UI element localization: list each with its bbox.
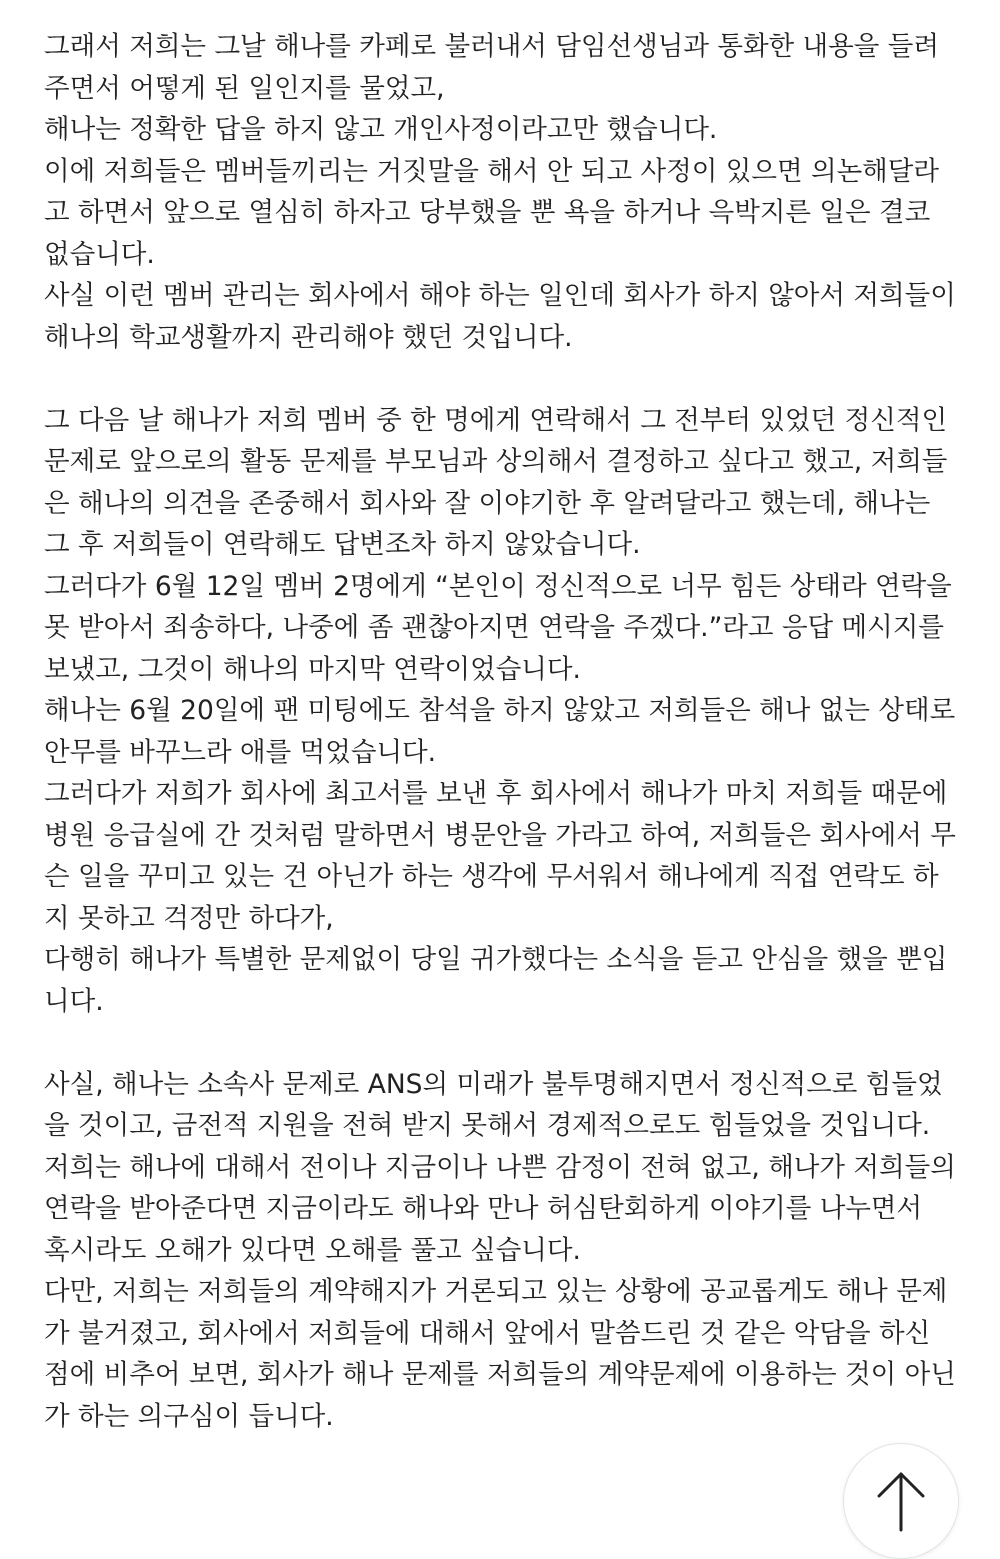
text-line: 안무를 바꾸느라 애를 먹었습니다.: [44, 736, 437, 768]
text-line: 이에 저희들은 멤버들끼리는 거짓말을 해서 안 되고 사정이 있으면 의논해달라: [44, 155, 939, 187]
arrow-up-icon: [871, 1468, 931, 1534]
text-line: 을 것이고, 금전적 지원을 전혀 받지 못해서 경제적으로도 힘들었을 것입니다.: [44, 1110, 931, 1141]
text-line: 지 못하고 걱정만 하다가,: [44, 902, 334, 934]
text-line: 사실 이런 멤버 관리는 회사에서 해야 하는 일인데 회사가 하지 않아서 저희들이: [44, 280, 956, 311]
text-line: 병원 응급실에 간 것처럼 말하면서 병문안을 가라고 하여, 저희들은 회사에서 무: [44, 819, 956, 851]
text-line: 니다.: [44, 985, 104, 1017]
paragraph-3: [44, 1064, 974, 1438]
text-line: 슨 일을 꾸미고 있는 건 아닌가 하는 생각에 무서워서 해나에게 직접 연락도 하: [44, 861, 939, 892]
text-line: 보냈고, 그것이 해나의 마지막 연락이었습니다.: [44, 653, 581, 685]
text-line: 가 하는 의구심이 듭니다.: [44, 1400, 334, 1432]
scroll-to-top-button[interactable]: [843, 1443, 959, 1559]
article-body: [44, 26, 974, 1437]
text-line: 그 후 저희들이 연락해도 답변조차 하지 않았습니다.: [44, 529, 641, 560]
text-line: 저희는 해나에 대해서 전이나 지금이나 나쁜 감정이 전혀 없고, 해나가 저희들의: [44, 1151, 956, 1183]
text-line: 그 다음 날 해나가 저희 멤버 중 한 명에게 연락해서 그 전부터 있었던 정신적인: [44, 404, 948, 436]
text-line: 은 해나의 의견을 존중해서 회사와 잘 이야기한 후 알려달라고 했는데, 해나는: [44, 487, 931, 519]
text-line: 연락을 받아준다면 지금이라도 해나와 만나 허심탄회하게 이야기를 나누면서: [44, 1193, 923, 1224]
text-line: 혹시라도 오해가 있다면 오해를 풀고 싶습니다.: [44, 1234, 581, 1266]
text-line: 못 받아서 죄송하다, 나중에 좀 괜찮아지면 연락을 주겠다.”라고 응답 메시지를: [44, 612, 944, 643]
text-line: 해나의 학교생활까지 관리해야 했던 것입니다.: [44, 321, 573, 353]
text-line: 주면서 어떻게 된 일인지를 물었고,: [44, 72, 445, 104]
text-line: 그러다가 저희가 회사에 최고서를 보낸 후 회사에서 해나가 마치 저희들 때문에: [44, 778, 948, 809]
text-line: 다만, 저희는 저희들의 계약해지가 거론되고 있는 상황에 공교롭게도 해나 문제: [44, 1276, 948, 1307]
text-line: 사실, 해나는 소속사 문제로 ANS의 미래가 불투명해지면서 정신적으로 힘들었: [44, 1068, 943, 1100]
text-line: 없습니다.: [44, 238, 155, 270]
text-line: 다행히 해나가 특별한 문제없이 당일 귀가했다는 소식을 듣고 안심을 했을 뿐입: [44, 944, 948, 975]
text-line: 해나는 6월 20일에 팬 미팅에도 참석을 하지 않았고 저희들은 해나 없는 상태로: [44, 695, 956, 726]
text-line: 가 불거졌고, 회사에서 저희들에 대해서 앞에서 말씀드린 것 같은 악담을 하신: [44, 1317, 931, 1349]
text-line: 그래서 저희는 그날 해나를 카페로 불러내서 담임선생님과 통화한 내용을 들려: [44, 31, 939, 62]
text-line: 그러다가 6월 12일 멤버 2명에게 “본인이 정신적으로 너무 힘든 상태라 연락을: [44, 570, 952, 602]
text-line: 문제로 앞으로의 활동 문제를 부모님과 상의해서 결정하고 싶다고 했고, 저희들: [44, 446, 948, 477]
paragraph-2: [44, 400, 974, 1023]
text-line: 해나는 정확한 답을 하지 않고 개인사정이라고만 했습니다.: [44, 114, 718, 145]
text-line: 고 하면서 앞으로 열심히 하자고 당부했을 뿐 욕을 하거나 윽박지른 일은 결코: [44, 197, 931, 228]
paragraph-1: [44, 26, 974, 358]
text-line: 점에 비추어 보면, 회사가 해나 문제를 저희들의 계약문제에 이용하는 것이 아닌: [44, 1359, 956, 1390]
